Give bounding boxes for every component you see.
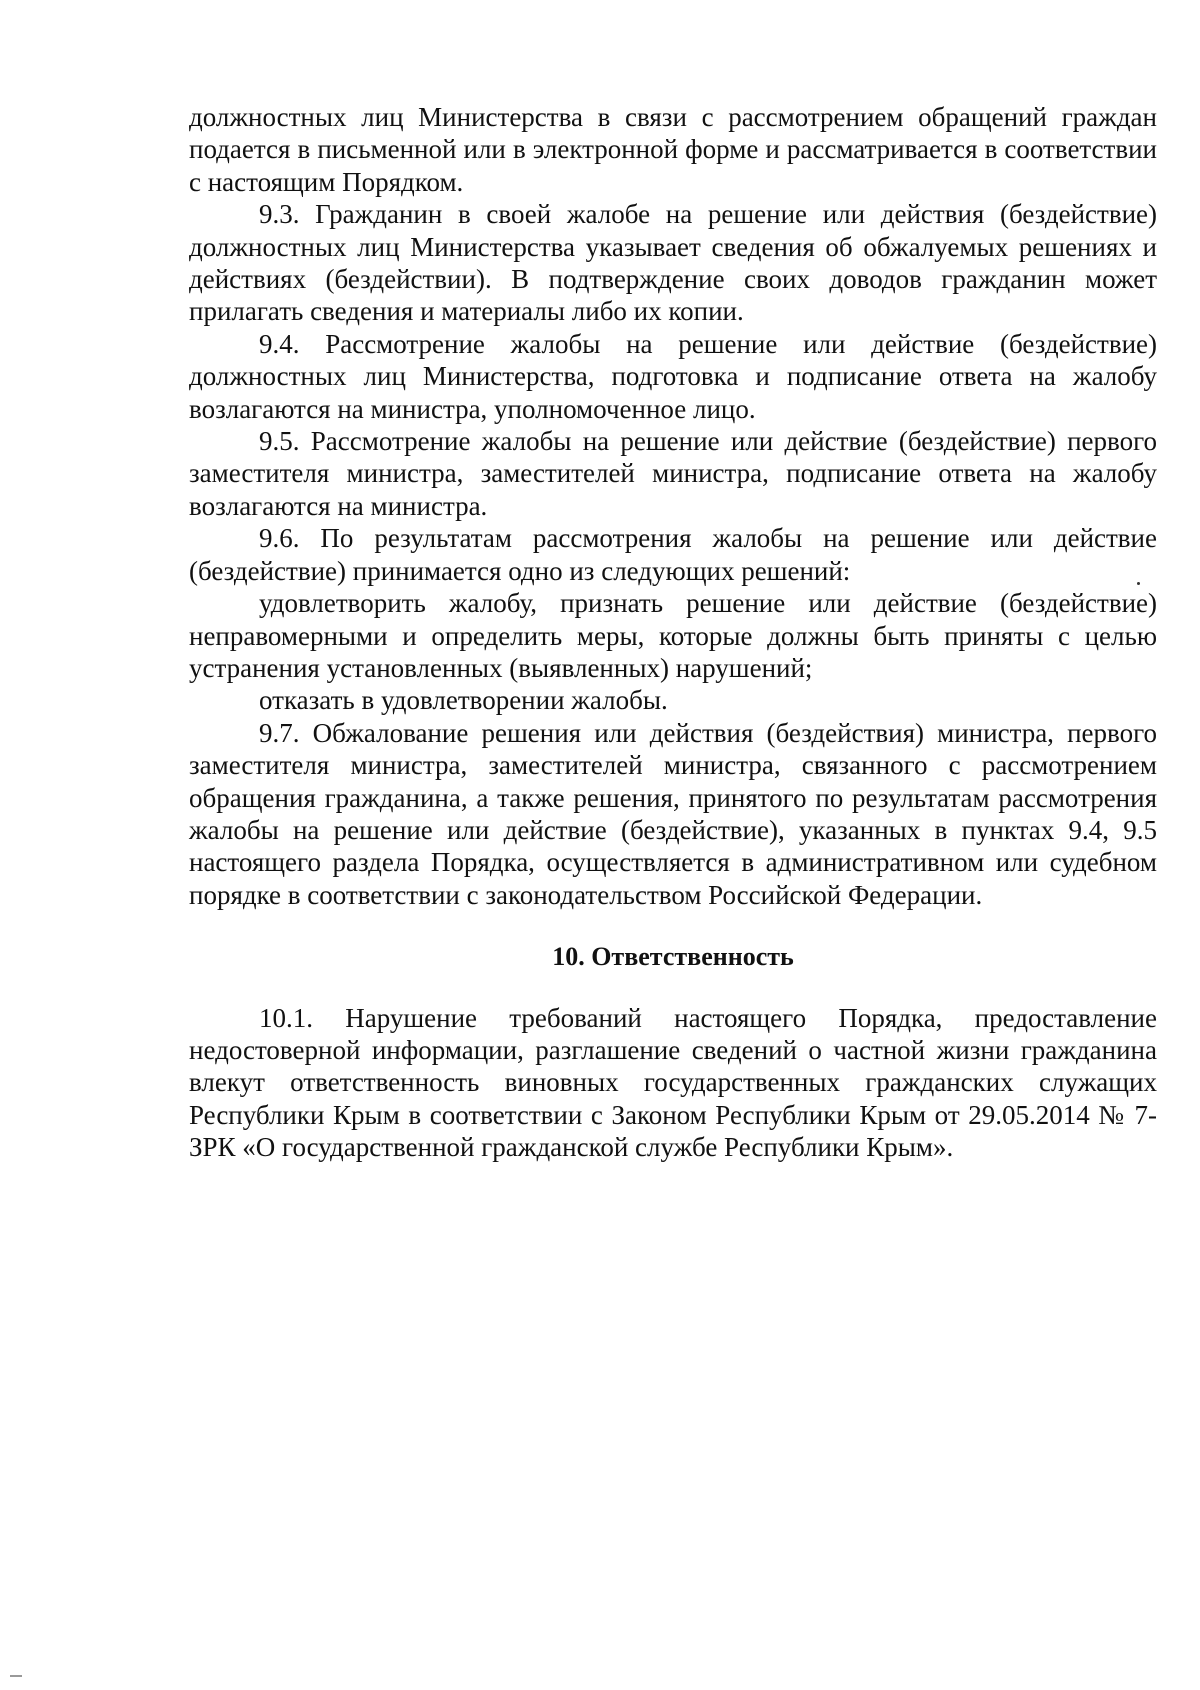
paragraph-9-4: 9.4. Рассмотрение жалобы на решение или действие (бездействие) должностных лиц Министерства, подготовка и подписание ответа на жалобу возлагаются на министра, уполномоченное лицо. <box>189 328 1157 424</box>
section-heading-10: 10. Ответственность <box>552 942 794 972</box>
scan-edge-mark <box>10 1675 22 1677</box>
document-body <box>189 101 1157 1164</box>
scan-speck <box>1137 582 1140 585</box>
paragraph-10-1: 10.1. Нарушение требований настоящего Порядка, предоставление недостоверной информации, разглашение сведений о частной жизни гражданина влекут ответственность виновных государственных гражданских служащих Республики Крым в соответствии с Законом Республики Крым от 29.05.2014 № 7-ЗРК «О государственной гражданской службе Республики Крым». <box>189 1002 1157 1163</box>
paragraph-9-7: 9.7. Обжалование решения или действия (бездействия) министра, первого заместителя министра, заместителей министра, связанного с рассмотрением обращения гражданина, а также решения, принятого по результатам рассмотрения жалобы на решение или действие (бездействие), указанных в пунктах 9.4, 9.5 настоящего раздела Порядка, осуществляется в административном или судебном порядке в соответствии с законодательством Российской Федерации. <box>189 717 1157 910</box>
paragraph-9-6: 9.6. По результатам рассмотрения жалобы на решение или действие (бездействие) принимается одно из следующих решений: <box>189 523 1157 586</box>
paragraph-continuation: должностных лиц Министерства в связи с рассмотрением обращений граждан подается в письменной или в электронной форме и рассматривается в соответствии с настоящим Порядком. <box>189 102 1157 197</box>
paragraph-9-6-option-refuse: отказать в удовлетворении жалобы. <box>259 685 668 716</box>
paragraph-9-3: 9.3. Гражданин в своей жалобе на решение или действия (бездействие) должностных лиц Министерства указывает сведения об обжалуемых решениях и действиях (бездействии). В подтверждение своих доводов гражданин может прилагать сведения и материалы либо их копии. <box>189 199 1157 327</box>
paragraph-9-5: 9.5. Рассмотрение жалобы на решение или действие (бездействие) первого заместителя министра, заместителей министра, подписание ответа на жалобу возлагаются на министра. <box>189 426 1157 521</box>
paragraph-9-6-option-satisfy: удовлетворить жалобу, признать решение или действие (бездействие) неправомерными и определить меры, которые должны быть приняты с целью устранения установленных (выявленных) нарушений; <box>189 588 1157 683</box>
